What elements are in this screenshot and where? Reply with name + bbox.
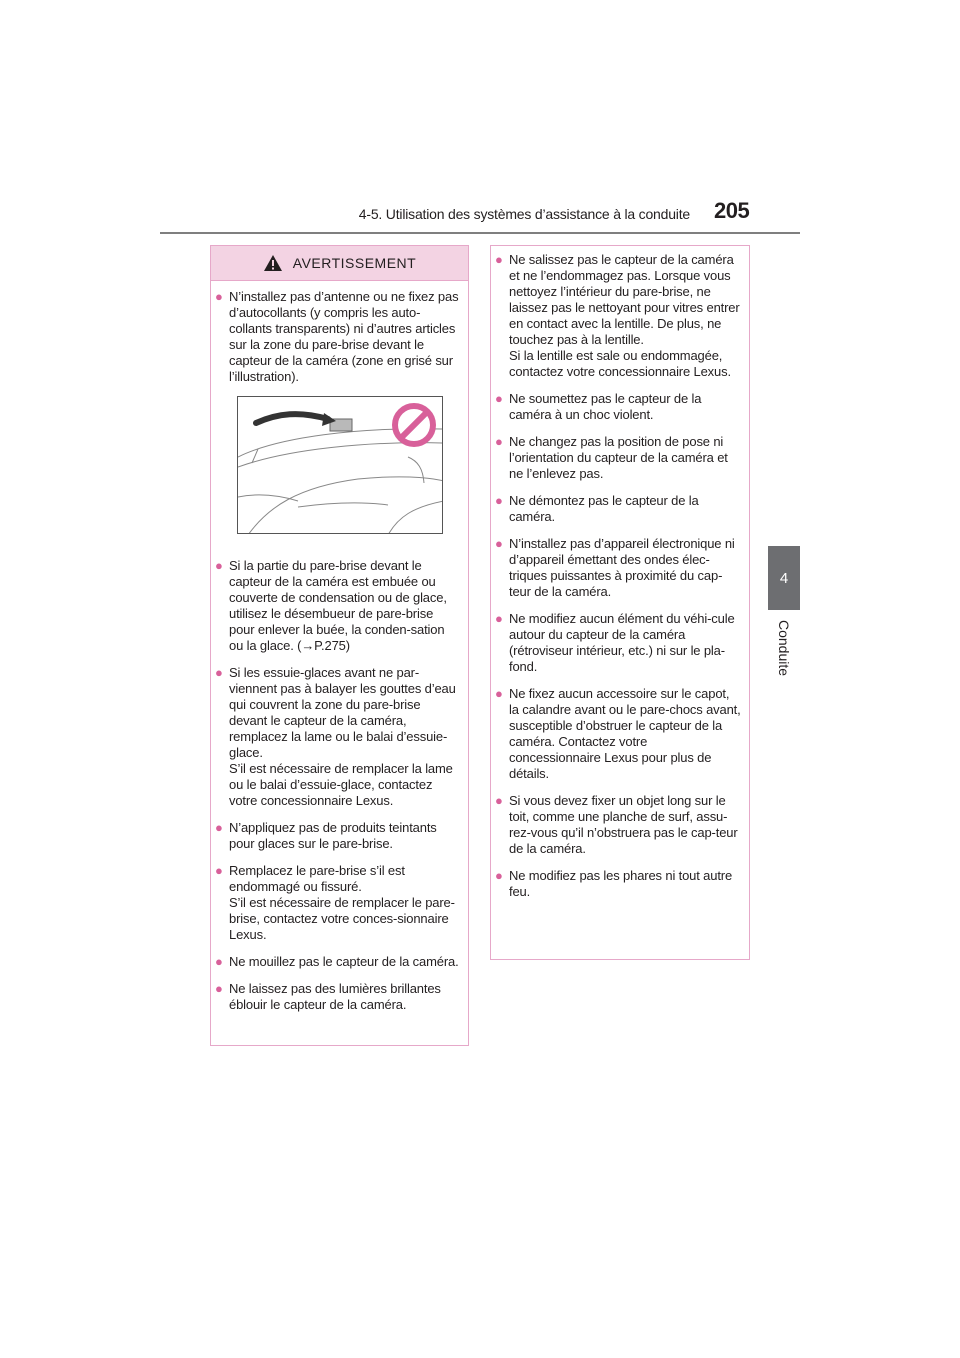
bullet-icon: ●	[495, 391, 503, 406]
bullet-icon: ●	[215, 665, 223, 680]
warning-list-top	[211, 281, 468, 385]
chapter-label: Conduite	[776, 620, 792, 677]
warning-item-text: Remplacez le pare-brise s’il est endommagé ou fissuré. S’il est nécessaire de remplacer le pare-brise, contactez votre conces-sionnaire Lexus.	[229, 863, 455, 942]
warning-item-text: Si les essuie-glaces avant ne par-viennent pas à balayer les gouttes d’eau qui couvrent la zone du pare-brise devant le capteur de la caméra, remplacez la lame ou le balai d’essuie-glace. S’il est nécessaire de remplacer la lame ou le balai d’essuie-glace, contactez votre concessionnaire Lexus.	[229, 665, 456, 808]
chapter-tab[interactable]: 4	[768, 546, 800, 610]
warning-box-right	[490, 245, 750, 960]
warning-item-text: Ne soumettez pas le capteur de la caméra à un choc violent.	[509, 391, 702, 422]
bullet-icon: ●	[215, 289, 223, 304]
bullet-icon: ●	[495, 868, 503, 883]
warning-item	[215, 665, 460, 809]
warning-box-left	[210, 245, 469, 1046]
bullet-icon: ●	[495, 434, 503, 449]
warning-item-text: Ne laissez pas des lumières brillantes éblouir le capteur de la caméra.	[229, 981, 441, 1012]
warning-item-text: Ne modifiez pas les phares ni tout autre feu.	[509, 868, 733, 899]
bullet-icon: ●	[495, 536, 503, 551]
warning-item	[215, 981, 460, 1013]
warning-item	[495, 434, 741, 482]
warning-item	[495, 686, 741, 782]
warning-list-bottom	[211, 550, 468, 1013]
warning-item	[215, 863, 460, 943]
warning-item-text: N’appliquez pas de produits teintants pour glaces sur le pare-brise.	[229, 820, 437, 851]
bullet-icon: ●	[495, 686, 503, 701]
warning-item	[215, 558, 460, 654]
warning-item-text: Ne mouillez pas le capteur de la caméra.	[229, 954, 459, 969]
bullet-icon: ●	[215, 820, 223, 835]
bullet-icon: ●	[495, 793, 503, 808]
warning-item	[495, 252, 741, 380]
warning-item	[495, 793, 741, 857]
bullet-icon: ●	[495, 493, 503, 508]
warning-item	[495, 493, 741, 525]
warning-item	[215, 820, 460, 852]
warning-item	[215, 954, 460, 970]
warning-item	[495, 611, 741, 675]
warning-item-text: Ne salissez pas le capteur de la caméra et ne l’endommagez pas. Lorsque vous nettoyez l’intérieur du pare-brise, ne laissez pas le nettoyant pour vitres entrer en contact avec la lentille. De plus, ne touchez pas à la lentille. Si la lentille est sale ou endommagée, contactez votre concessionnaire Lexus.	[509, 252, 740, 379]
windshield-illustration	[237, 396, 443, 534]
warning-item	[495, 536, 741, 600]
page-number: 205	[714, 198, 750, 223]
bullet-icon: ●	[495, 611, 503, 626]
bullet-icon: ●	[495, 252, 503, 267]
warning-triangle-icon	[263, 254, 283, 272]
bullet-icon: ●	[215, 558, 223, 573]
warning-item-text: Ne changez pas la position de pose ni l’orientation du capteur de la caméra et ne l’enlevez pas.	[509, 434, 728, 481]
warning-header	[211, 246, 468, 281]
bullet-icon: ●	[215, 981, 223, 996]
bullet-icon: ●	[215, 954, 223, 969]
windshield-illustration-drawing	[238, 397, 443, 534]
warning-item-text: Ne fixez aucun accessoire sur le capot, la calandre avant ou le pare-chocs avant, susceptible d’obstruer le capteur de la caméra. Contactez votre concessionnaire Lexus pour plus de détails.	[509, 686, 741, 781]
warning-item-text: Ne modifiez aucun élément du véhi-cule autour du capteur de la caméra (rétroviseur intérieur, etc.) ni sur le pla-fond.	[509, 611, 735, 674]
section-title: 4-5. Utilisation des systèmes d’assistance à la conduite	[358, 206, 690, 222]
warning-item-text: N’installez pas d’antenne ou ne fixez pas d’autocollants (y compris les auto-collants transparents) ni d’autres articles sur la zone du pare-brise devant le capteur de la caméra (zone en grisé sur l’illustration).	[229, 289, 459, 384]
header-divider	[160, 232, 800, 234]
warning-item	[495, 868, 741, 900]
warning-item-text: Si vous devez fixer un objet long sur le toit, comme une planche de surf, assu-rez-vous qu’il n’obstruera pas le cap-teur de la caméra.	[509, 793, 738, 856]
warning-title: AVERTISSEMENT	[292, 255, 417, 271]
warning-item	[495, 391, 741, 423]
warning-item-text: N’installez pas d’appareil électronique ni d’appareil émettant des ondes élec-triques puissantes à proximité du cap-teur de la caméra.	[509, 536, 735, 599]
warning-item-text: Ne démontez pas le capteur de la caméra.	[509, 493, 699, 524]
warning-item-text: Si la partie du pare-brise devant le capteur de la caméra est embuée ou couverte de condensation ou de glace, utilisez le désembueur de pare-brise pour enlever la buée, la conden-sation ou la glace. (→P.275)	[229, 558, 447, 653]
warning-item	[215, 289, 460, 385]
prohibited-sign-icon	[395, 406, 433, 444]
warning-list-right	[491, 246, 749, 900]
bullet-icon: ●	[215, 863, 223, 878]
